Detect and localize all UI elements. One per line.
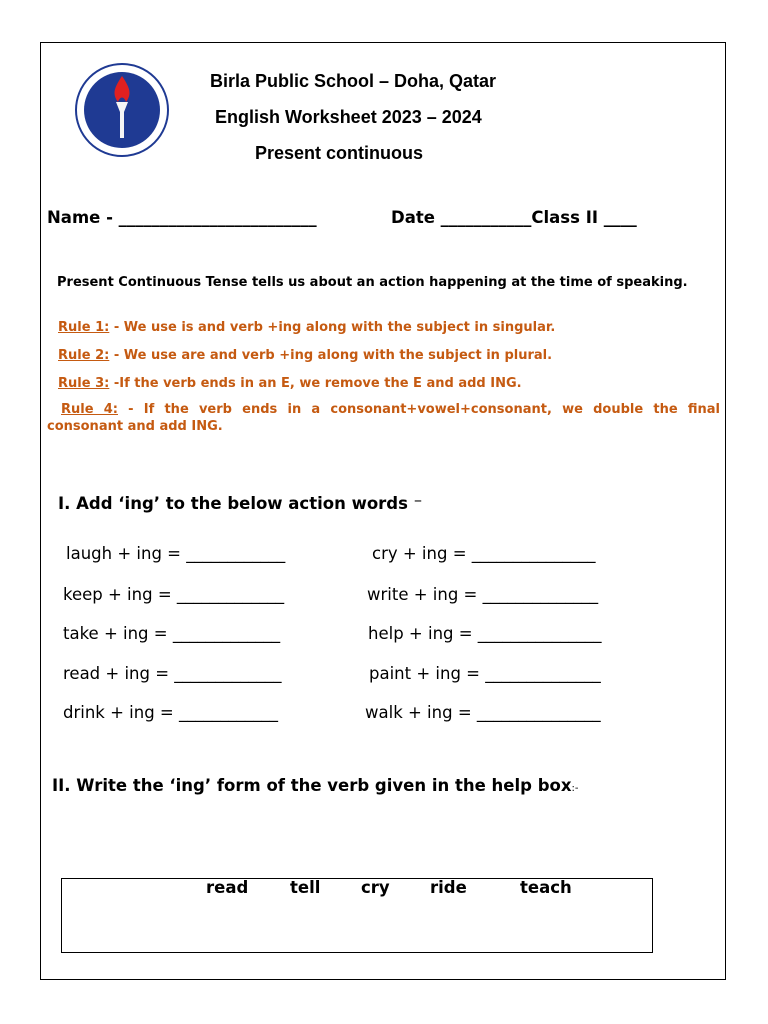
school-title: Birla Public School – Doha, Qatar <box>210 71 497 91</box>
exercise-item[interactable]: write + ing = ______________ <box>367 585 599 604</box>
exercise-item[interactable]: read + ing = _____________ <box>63 664 282 683</box>
exercise-item[interactable]: help + ing = _______________ <box>368 624 602 643</box>
section-2-title <box>52 776 578 795</box>
rule-label: Rule 1: <box>58 320 110 335</box>
rule-text: - If the verb ends in a consonant+vowel+consonant, we double the final consonant and add ING. <box>47 402 720 434</box>
section-2-suffix: :- <box>571 783 579 794</box>
rule-label: Rule 2: <box>58 348 110 363</box>
exercise-item[interactable]: walk + ing = _______________ <box>365 703 601 722</box>
help-word: read <box>206 878 249 897</box>
help-word: cry <box>361 878 390 897</box>
school-logo <box>74 62 170 158</box>
rule-label: Rule 4: <box>61 402 118 417</box>
rule-2 <box>58 347 552 364</box>
intro-text: Present Continuous Tense tells us about an action happening at the time of speaking. <box>57 275 688 290</box>
date-class-field[interactable]: Date ___________Class II ____ <box>391 208 637 227</box>
section-2-title-text: II. Write the ‘ing’ form of the verb given in the help box <box>52 776 572 795</box>
rule-4 <box>47 401 720 435</box>
exercise-item[interactable]: drink + ing = ____________ <box>63 703 278 722</box>
rule-text: -If the verb ends in an E, we remove the E and add ING. <box>109 376 522 391</box>
help-word: tell <box>290 878 321 897</box>
exercise-item[interactable]: cry + ing = _______________ <box>372 544 596 563</box>
rule-3 <box>58 375 522 392</box>
help-word: ride <box>430 878 467 897</box>
rule-1 <box>58 319 555 336</box>
exercise-item[interactable]: take + ing = _____________ <box>63 624 281 643</box>
exercise-item[interactable]: paint + ing = ______________ <box>369 664 601 683</box>
rule-text: - We use are and verb +ing along with the subject in plural. <box>109 348 553 363</box>
exercise-item[interactable]: keep + ing = _____________ <box>63 585 285 604</box>
topic-title: Present continuous <box>255 143 424 163</box>
help-word: teach <box>520 878 572 897</box>
name-field[interactable]: Name - ________________________ <box>47 208 317 227</box>
worksheet-title: English Worksheet 2023 – 2024 <box>215 107 482 127</box>
exercise-item[interactable]: laugh + ing = ____________ <box>66 544 286 563</box>
rule-label: Rule 3: <box>58 376 110 391</box>
section-1-title: I. Add ‘ing’ to the below action words ⁻ <box>58 494 423 513</box>
rule-text: - We use is and verb +ing along with the subject in singular. <box>109 320 556 335</box>
